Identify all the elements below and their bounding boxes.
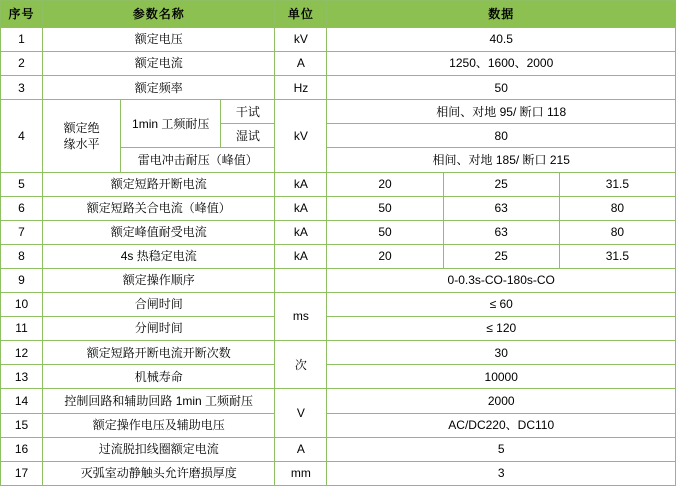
row-no: 8 — [1, 244, 43, 268]
row-name: 灭弧室动静触头允许磨损厚度 — [43, 461, 275, 485]
row-data: 0-0.3s-CO-180s-CO — [327, 268, 676, 292]
table-row — [1, 413, 676, 437]
row-no: 1 — [1, 28, 43, 52]
row-name: 合闸时间 — [43, 293, 275, 317]
row-name: 额定短路关合电流（峰值） — [43, 196, 275, 220]
row-name: 额定操作顺序 — [43, 268, 275, 292]
row-data-1: 20 — [327, 244, 443, 268]
row-no: 13 — [1, 365, 43, 389]
column-header-name: 参数名称 — [43, 1, 275, 28]
row-data-3: 31.5 — [559, 244, 675, 268]
row-name: 额定频率 — [43, 76, 275, 100]
table-row — [1, 100, 676, 124]
table-row — [1, 244, 676, 268]
table-row — [1, 76, 676, 100]
row-data-3: 80 — [559, 196, 675, 220]
row-no: 5 — [1, 172, 43, 196]
table-row — [1, 293, 676, 317]
row-no: 14 — [1, 389, 43, 413]
row-name: 额定操作电压及辅助电压 — [43, 413, 275, 437]
row-name: 额定短路开断电流开断次数 — [43, 341, 275, 365]
table-header-row — [1, 1, 676, 28]
row-name: 额定电压 — [43, 28, 275, 52]
row-data-2: 25 — [443, 172, 559, 196]
row-name: 4s 热稳定电流 — [43, 244, 275, 268]
row-data: 2000 — [327, 389, 676, 413]
sub-label-wet-test: 湿试 — [221, 124, 275, 148]
row-no: 6 — [1, 196, 43, 220]
table-row — [1, 437, 676, 461]
row-unit — [275, 268, 327, 292]
row-name: 机械寿命 — [43, 365, 275, 389]
row-name: 额定电流 — [43, 52, 275, 76]
row-unit: Hz — [275, 76, 327, 100]
table-row — [1, 172, 676, 196]
row-unit: A — [275, 437, 327, 461]
row-data: 相间、对地 185/ 断口 215 — [327, 148, 676, 172]
row-data: ≤ 60 — [327, 293, 676, 317]
table-row — [1, 389, 676, 413]
table-row — [1, 268, 676, 292]
row-data-2: 25 — [443, 244, 559, 268]
row-data: 3 — [327, 461, 676, 485]
row-no: 2 — [1, 52, 43, 76]
column-header-unit: 单位 — [275, 1, 327, 28]
row-no: 12 — [1, 341, 43, 365]
table-row — [1, 220, 676, 244]
row-data-3: 80 — [559, 220, 675, 244]
table-row — [1, 341, 676, 365]
row-no: 10 — [1, 293, 43, 317]
row-data: 10000 — [327, 365, 676, 389]
row-unit: mm — [275, 461, 327, 485]
row-unit: V — [275, 389, 327, 437]
sub-label-dry-test: 干试 — [221, 100, 275, 124]
table-row — [1, 461, 676, 485]
table-row — [1, 28, 676, 52]
row-no: 7 — [1, 220, 43, 244]
row-no: 4 — [1, 100, 43, 172]
row-no: 17 — [1, 461, 43, 485]
row-name — [43, 100, 121, 172]
row-unit: kA — [275, 196, 327, 220]
row-unit: kV — [275, 28, 327, 52]
row-data-1: 20 — [327, 172, 443, 196]
row-data-3: 31.5 — [559, 172, 675, 196]
row-unit: 次 — [275, 341, 327, 389]
row-data-1: 50 — [327, 196, 443, 220]
table-row — [1, 317, 676, 341]
row-no: 11 — [1, 317, 43, 341]
row-unit: A — [275, 52, 327, 76]
row-data: 40.5 — [327, 28, 676, 52]
column-header-no: 序号 — [1, 1, 43, 28]
row-name: 控制回路和辅助回路 1min 工频耐压 — [43, 389, 275, 413]
row-unit: kA — [275, 172, 327, 196]
row-data: 30 — [327, 341, 676, 365]
row-data: 1250、1600、2000 — [327, 52, 676, 76]
row-no: 16 — [1, 437, 43, 461]
row-unit: kV — [275, 100, 327, 172]
row-no: 9 — [1, 268, 43, 292]
row-no: 3 — [1, 76, 43, 100]
table-row — [1, 196, 676, 220]
row-unit: ms — [275, 293, 327, 341]
table-row — [1, 52, 676, 76]
row-name: 过流脱扣线圈额定电流 — [43, 437, 275, 461]
row-name: 分闸时间 — [43, 317, 275, 341]
row-data-2: 63 — [443, 196, 559, 220]
row-data: ≤ 120 — [327, 317, 676, 341]
row-data: 50 — [327, 76, 676, 100]
row-name-text: 额定绝缘水平 — [63, 120, 100, 151]
sub-label-power-frequency: 1min 工频耐压 — [121, 100, 221, 148]
row-data-2: 63 — [443, 220, 559, 244]
row-no: 15 — [1, 413, 43, 437]
row-name: 额定短路开断电流 — [43, 172, 275, 196]
row-data: 相间、对地 95/ 断口 118 — [327, 100, 676, 124]
row-data: 80 — [327, 124, 676, 148]
row-data: AC/DC220、DC110 — [327, 413, 676, 437]
row-data-1: 50 — [327, 220, 443, 244]
column-header-data: 数据 — [327, 1, 676, 28]
row-data: 5 — [327, 437, 676, 461]
row-unit: kA — [275, 220, 327, 244]
row-unit: kA — [275, 244, 327, 268]
table-row — [1, 365, 676, 389]
sub-label-lightning-impulse: 雷电冲击耐压（峰值） — [121, 148, 275, 172]
row-name: 额定峰值耐受电流 — [43, 220, 275, 244]
